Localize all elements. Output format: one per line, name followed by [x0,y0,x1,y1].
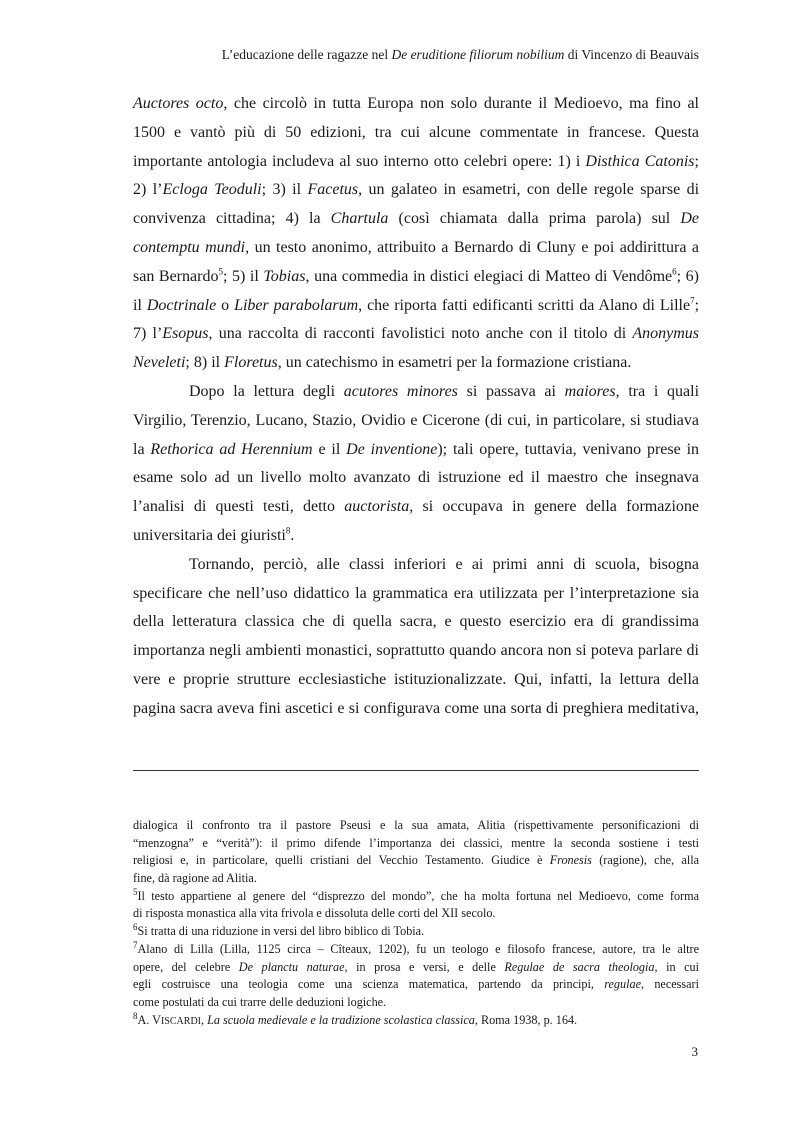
footnote-7: $^7$Alano di Lilla (Lilla, 1125 circa – Cîteaux, 1202), fu un teologo e filosofo francese, autore, tra le altre [133,939,699,956]
text-line: Virgilio, Terenzio, Lucano, Stazio, Ovidio e Cicerone (di cui, in particolare, si studiava [133,411,699,429]
footnote-line: come postulati da cui trarre delle deduzioni logiche. [133,994,387,1009]
page-number: 3 [691,1044,698,1059]
text-line: convivenza cittadina; 4) la Chartula (così chiamata dalla prima parola) sul De [133,210,699,228]
footnote-line: dialogica il confronto tra il pastore Pseusi e la sua amata, Alitia (rispettivamente personificazioni di [133,818,699,832]
text-line: san Bernardo$^5$; 5) il Tobias, una commedia in distici elegiaci di Matteo di Vendôme$^6$; 6) [133,266,699,285]
footnote-line: di risposta monastica alla vita frivola e dissoluta delle corti del XII secolo. [133,906,496,921]
text-line: la Rethorica ad Herennium e il De inventione); tali opere, tuttavia, venivano prese in [133,440,700,458]
text-line: 1500 e vantò più di 50 edizioni, tra cui alcune commentate in francese. Questa [133,123,699,141]
running-header [133,46,699,64]
footnote-separator [133,770,699,771]
text-line: Auctores octo, che circolò in tutta Europa non solo durante il Medioevo, ma fino al [133,95,699,112]
text-line: specificare che nell’uso didattico la grammatica era utilizzata per l’interpretazione sia [133,584,699,602]
header-text-end: di Vincenzo di Beauvais [564,47,699,62]
text-line: pagina sacra aveva fini ascetici e si configurava come una sorta di preghiera meditativa, [133,699,699,717]
text-line: contemptu mundi, un testo anonimo, attribuito a Bernardo di Cluny e poi addirittura a [133,238,699,256]
text-line: Dopo la lettura degli acutores minores si passava ai maiores, tra i quali [189,382,700,400]
footnote-ref: 7 [690,295,695,306]
text-line: l’analisi di questi testi, detto auctorista, si occupava in genere della formazione [133,498,700,516]
text-line: importante antologia includeva al suo interno otto celebri opere: 1) i Disthica Catonis; [133,152,699,170]
main-text [133,90,699,724]
footnote-line: opere, del celebre De planctu naturae, in prosa e versi, e delle Regulae de sacra theologia, in cui [133,959,699,974]
header-text: L’educazione delle ragazze nel [221,47,392,62]
footnote-line: fine, dà ragione ad Alitia. [133,871,257,886]
footnote-6: $^6$Si tratta di una riduzione in versi del libro biblico di Tobia. [133,922,425,939]
text-line: 7) l’Esopus, una raccolta di racconti favolistici noto anche con il titolo di Anonymus [133,325,699,343]
text-line: vere e proprie strutture ecclesiastiche istituzionalizzate. Qui, infatti, la lettura della [133,670,699,688]
text-line: 2) l’Ecloga Teoduli; 3) il Facetus, un galateo in esametri, con delle regole sparse di [133,181,700,199]
text-line: universitaria dei giuristi$^8$. [133,525,295,544]
text-line: Neveleti; 8) il Floretus, un catechismo in esametri per la formazione cristiana. [133,354,632,372]
text-line: il Doctrinale o Liber parabolarum, che riporta fatti edificanti scritti da Alano di Lille$^7$; [133,295,700,314]
footnote-5: $^5$Il testo appartiene al genere del “disprezzo del mondo”, che ha molta fortuna nel Medioevo, come forma [133,886,699,903]
text-line: Tornando, perciò, alle classi inferiori e ai primi anni di scuola, bisogna [189,555,699,573]
footnote-line: egli costruisce una teologia come una scienza matematica, partendo da principi, regulae, necessari [133,977,699,992]
footnote-ref: 5 [218,266,223,277]
footnote-8: $^8$A. VISCARDI, La scuola medievale e la tradizione scolastica classica, Roma 1938, p. 164. [133,1010,578,1027]
text-line: esame solo ad un livello molto avanzato di istruzione ed il maestro che insegnava [133,469,699,487]
text-line: importanza negli ambienti monastici, soprattutto quando ancora non si poteva parlare di [133,642,699,660]
footnotes [133,817,699,1029]
header-title-italic: De eruditione filiorum nobilium [391,47,565,62]
text-line: della letteratura classica che di quella sacra, e questo esercizio era di grandissima [133,613,699,631]
footnote-line: religiosi e, in particolare, quelli cristiani del Vecchio Testamento. Giudice è Fronesis (ragione), che, alla [133,853,699,868]
footnote-ref: 8 [285,525,291,536]
footnote-line: “menzogna” e “verità”): il primo difende l’importanza dei classici, mentre la seconda sostiene i testi [133,835,699,850]
footnote-ref: 6 [672,266,677,277]
